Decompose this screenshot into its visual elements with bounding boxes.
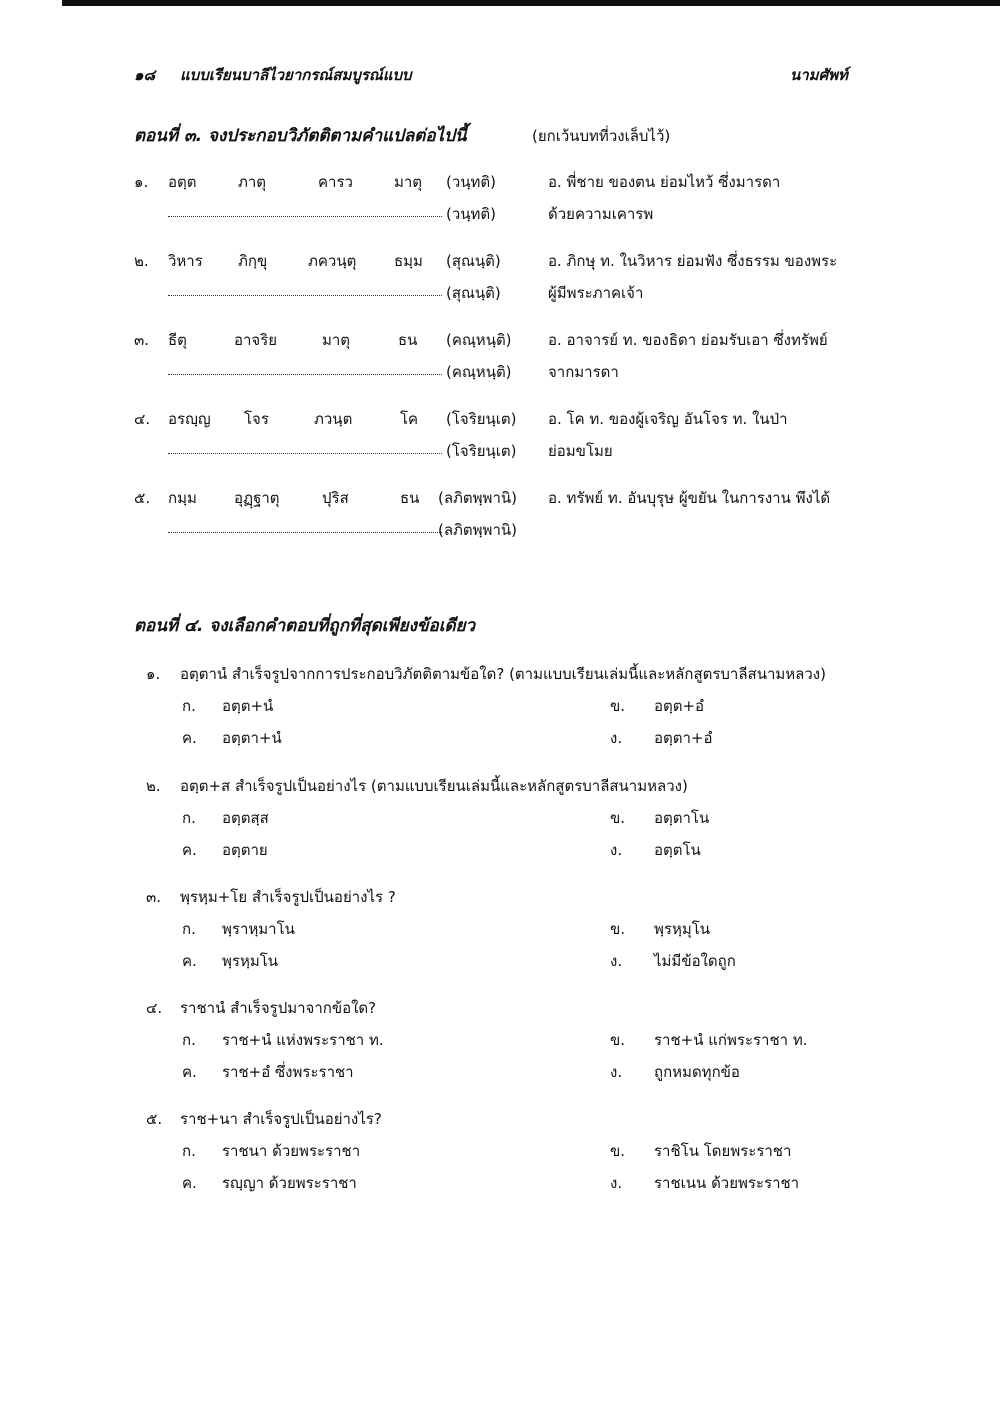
choice-label: ก. (182, 920, 196, 938)
translation-line: อ. โค ท. ของผู้เจริญ อันโจร ท. ในป่า (548, 410, 788, 428)
question-5 (0, 1107, 1000, 1217)
translation-line: ด้วยความเคารพ (548, 205, 654, 223)
choice-b[interactable]: ราช+นํ แก่พระราชา ท. (654, 1031, 808, 1049)
choice-label: ก. (182, 809, 196, 827)
verb: (วนฺทติ) (446, 205, 497, 223)
pali-word: คารว (318, 173, 353, 191)
choice-label: ง. (610, 952, 623, 970)
verb: (สุณนฺติ) (446, 252, 501, 270)
choice-c[interactable]: อตฺตาย (222, 841, 268, 859)
translation-line: อ. ภิกษุ ท. ในวิหาร ย่อมฟัง ซึ่งธรรม ของพระ (548, 252, 838, 270)
choice-label: ก. (182, 697, 196, 715)
question-number: ๑. (146, 665, 161, 683)
choice-label: ค. (182, 729, 197, 747)
choice-label: ก. (182, 1031, 196, 1049)
question-text: พฺรหฺม+โย สำเร็จรูปเป็นอย่างไร ? (180, 888, 396, 906)
pali-word: อาจริย (234, 331, 278, 349)
choice-c[interactable]: พฺรหฺมโน (222, 952, 279, 970)
question-number: ๓. (146, 888, 162, 906)
book-title: แบบเรียนบาลีไวยากรณ์สมบูรณ์แบบ (180, 66, 412, 84)
choice-label: ง. (610, 1063, 623, 1081)
choice-d[interactable]: อตฺตา+อํ (654, 729, 713, 747)
part3-note: (ยกเว้นบทที่วงเล็บไว้) (532, 127, 671, 145)
pali-word: อตฺต (168, 173, 197, 191)
choice-d[interactable]: ราชเนน ด้วยพระราชา (654, 1174, 800, 1192)
exercise-item-2 (0, 249, 1000, 319)
pali-word: อรญฺญ (168, 410, 211, 428)
choice-label: ค. (182, 1063, 197, 1081)
question-text: อตฺตานํ สำเร็จรูปจากการประกอบวิภัตติตามข้อใด? (ตามแบบเรียนเล่มนี้และหลักสูตรบาลีสนามหลวง) (180, 665, 826, 683)
question-3 (0, 885, 1000, 995)
chapter-title: นามศัพท์ (790, 66, 848, 84)
choice-label: ค. (182, 841, 197, 859)
question-text: อตฺต+ส สำเร็จรูปเป็นอย่างไร (ตามแบบเรียนเล่มนี้และหลักสูตรบาลีสนามหลวง) (180, 777, 688, 795)
verb: (ลภิตพฺพานิ) (438, 521, 517, 539)
pali-word: มาตุ (322, 331, 351, 349)
question-number: ๔. (146, 999, 163, 1017)
verb: (คณฺหนฺติ) (446, 331, 512, 349)
pali-word: ภควนฺตุ (308, 252, 357, 270)
answer-blank[interactable] (168, 216, 442, 217)
pali-word: โค (400, 410, 419, 428)
answer-blank[interactable] (168, 295, 442, 296)
choice-label: ค. (182, 1174, 197, 1192)
pali-word: โจร (244, 410, 269, 428)
exercise-item-5 (0, 486, 1000, 556)
pali-word: กมฺม (168, 489, 197, 507)
translation-line: อ. อาจารย์ ท. ของธิดา ย่อมรับเอา ซึ่งทรัพย์ (548, 331, 828, 349)
choice-c[interactable]: ราช+อํ ซึ่งพระราชา (222, 1063, 354, 1081)
item-number: ๑. (134, 173, 149, 191)
choice-label: ข. (610, 920, 626, 938)
pali-word: มาตุ (394, 173, 423, 191)
translation-line: ผู้มีพระภาคเจ้า (548, 284, 644, 302)
part4-title: ตอนที่ ๔. จงเลือกคำตอบที่ถูกที่สุดเพียงข้อเดียว (134, 616, 476, 636)
choice-d[interactable]: อตฺตโน (654, 841, 701, 859)
pali-word: ภวนฺต (314, 410, 353, 428)
choice-label: ง. (610, 1174, 623, 1192)
verb: (ลภิตพฺพานิ) (438, 489, 517, 507)
verb: (คณฺหนฺติ) (446, 363, 512, 381)
question-4 (0, 996, 1000, 1106)
choice-b[interactable]: ราชิโน โดยพระราชา (654, 1142, 792, 1160)
translation-line: ย่อมขโมย (548, 442, 613, 460)
verb: (วนฺทติ) (446, 173, 497, 191)
translation-line: จากมารดา (548, 363, 619, 381)
choice-d[interactable]: ถูกหมดทุกข้อ (654, 1063, 740, 1081)
choice-a[interactable]: พฺราหฺมาโน (222, 920, 295, 938)
translation-line: อ. ทรัพย์ ท. อันบุรุษ ผู้ขยัน ในการงาน พึงได้ (548, 489, 831, 507)
choice-label: ค. (182, 952, 197, 970)
choice-a[interactable]: อตฺตสฺส (222, 809, 269, 827)
verb: (โจริยนฺเต) (446, 410, 517, 428)
page-number: ๑๘ (134, 66, 156, 84)
choice-label: ง. (610, 841, 623, 859)
exercise-item-4 (0, 407, 1000, 477)
question-number: ๒. (146, 777, 161, 795)
exercise-item-3 (0, 328, 1000, 398)
choice-a[interactable]: อตฺต+นํ (222, 697, 274, 715)
choice-label: ข. (610, 697, 626, 715)
pali-word: ภาตุ (238, 173, 267, 191)
pali-word: ธน (400, 489, 420, 507)
pali-word: ธมฺม (394, 252, 423, 270)
top-border (62, 0, 1000, 6)
exercise-item-1 (0, 170, 1000, 240)
pali-word: ปุริส (322, 489, 349, 507)
choice-d[interactable]: ไม่มีข้อใดถูก (654, 952, 736, 970)
answer-blank[interactable] (168, 374, 442, 375)
choice-label: ข. (610, 1142, 626, 1160)
question-2 (0, 774, 1000, 884)
choice-b[interactable]: อตฺตาโน (654, 809, 710, 827)
question-text: ราชานํ สำเร็จรูปมาจากข้อใด? (180, 999, 377, 1017)
part3-title: ตอนที่ ๓. จงประกอบวิภัตติตามคำแปลต่อไปนี้ (134, 126, 467, 146)
choice-b[interactable]: อตฺต+อํ (654, 697, 705, 715)
choice-label: ก. (182, 1142, 196, 1160)
choice-c[interactable]: อตฺตา+นํ (222, 729, 282, 747)
choice-a[interactable]: ราช+นํ แห่งพระราชา ท. (222, 1031, 384, 1049)
pali-word: ธีตุ (168, 331, 187, 349)
translation-line: อ. พี่ชาย ของตน ย่อมไหว้ ซึ่งมารดา (548, 173, 781, 191)
verb: (โจริยนฺเต) (446, 442, 517, 460)
item-number: ๒. (134, 252, 149, 270)
choice-a[interactable]: ราชนา ด้วยพระราชา (222, 1142, 361, 1160)
item-number: ๔. (134, 410, 151, 428)
choice-label: ง. (610, 729, 623, 747)
pali-word: อุฏฺฐาตุ (234, 489, 280, 507)
question-number: ๕. (146, 1110, 163, 1128)
pali-word: ธน (398, 331, 418, 349)
pali-word: วิหาร (168, 252, 203, 270)
item-number: ๕. (134, 489, 151, 507)
choice-label: ข. (610, 1031, 626, 1049)
choice-c[interactable]: รญฺญา ด้วยพระราชา (222, 1174, 357, 1192)
item-number: ๓. (134, 331, 150, 349)
question-1 (0, 662, 1000, 772)
verb: (สุณนฺติ) (446, 284, 501, 302)
question-text: ราช+นา สำเร็จรูปเป็นอย่างไร? (180, 1110, 382, 1128)
choice-label: ข. (610, 809, 626, 827)
choice-b[interactable]: พฺรหฺมุโน (654, 920, 711, 938)
pali-word: ภิกฺขุ (238, 252, 268, 270)
answer-blank[interactable] (168, 532, 442, 533)
answer-blank[interactable] (168, 453, 442, 454)
